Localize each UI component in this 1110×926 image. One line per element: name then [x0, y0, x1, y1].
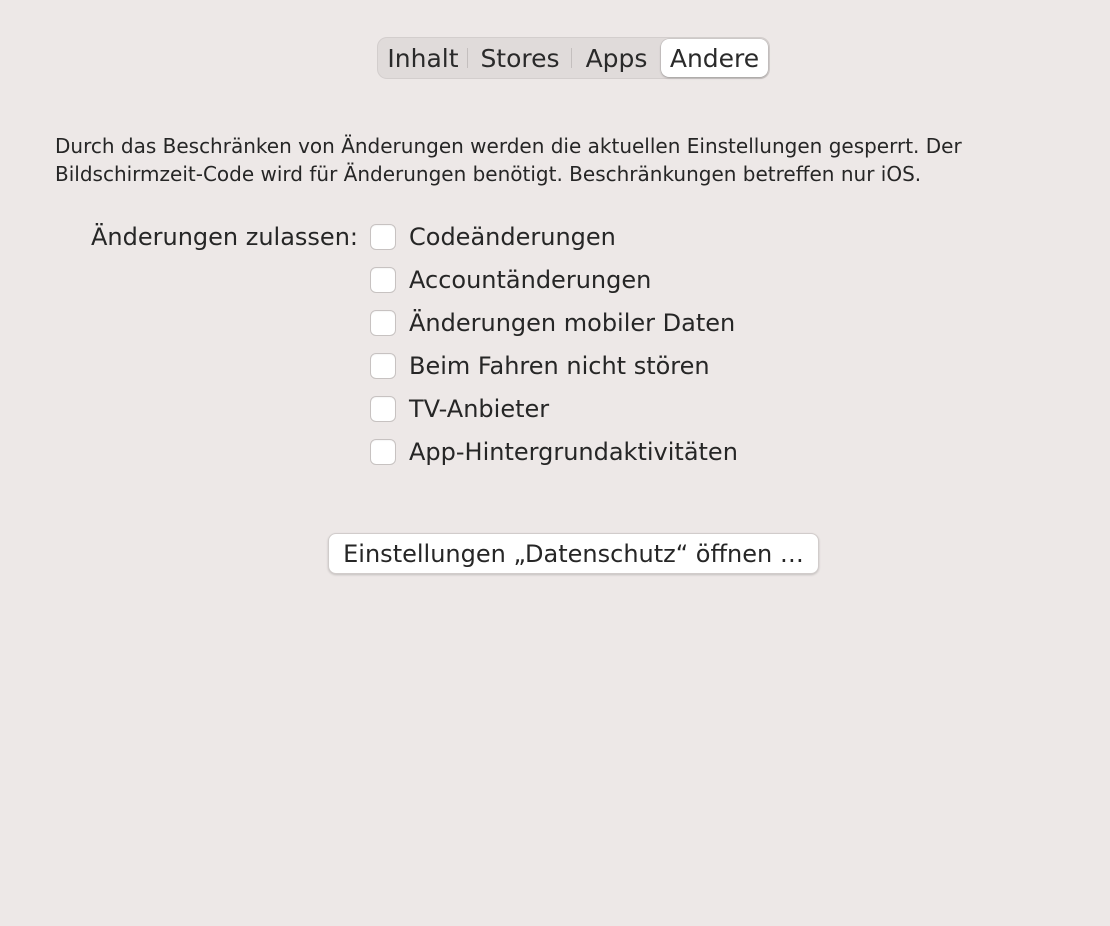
- tab-inhalt[interactable]: [378, 38, 468, 78]
- code-changes-label: Codeänderungen: [409, 223, 616, 251]
- category-segmented-control: [377, 37, 770, 79]
- option-driving-focus[interactable]: [370, 350, 710, 382]
- mobile-data-changes-label: Änderungen mobiler Daten: [409, 309, 736, 337]
- background-app-activity-label: App-Hintergrundaktivitäten: [409, 438, 738, 466]
- option-account-changes[interactable]: [370, 264, 651, 296]
- option-code-changes[interactable]: [370, 221, 616, 253]
- tab-apps[interactable]: [572, 38, 661, 78]
- tab-stores[interactable]: [468, 38, 572, 78]
- tab-stores-label: Stores: [480, 43, 560, 73]
- mobile-data-changes-checkbox[interactable]: [370, 310, 396, 336]
- tv-provider-checkbox[interactable]: [370, 396, 396, 422]
- option-mobile-data-changes[interactable]: [370, 307, 735, 339]
- tab-apps-label: Apps: [585, 43, 648, 73]
- tab-inhalt-label: Inhalt: [387, 43, 459, 73]
- account-changes-label: Accountänderungen: [409, 266, 652, 294]
- tab-andere-label: Andere: [669, 43, 760, 73]
- background-app-activity-checkbox[interactable]: [370, 439, 396, 465]
- driving-focus-checkbox[interactable]: [370, 353, 396, 379]
- account-changes-checkbox[interactable]: [370, 267, 396, 293]
- code-changes-checkbox[interactable]: [370, 224, 396, 250]
- driving-focus-label: Beim Fahren nicht stören: [409, 352, 710, 380]
- tv-provider-label: TV-Anbieter: [409, 395, 550, 423]
- tab-andere[interactable]: [661, 39, 768, 77]
- allow-changes-label: Änderungen zulassen:: [90, 223, 358, 251]
- option-tv-provider[interactable]: [370, 393, 549, 425]
- restrictions-description: Durch das Beschränken von Änderungen werden die aktuellen Einstellungen gesperrt. Der Bildschirmzeit-Code wird für Änderungen benötigt. Beschränkungen betreffen nur iOS.: [55, 134, 962, 186]
- open-privacy-settings-button[interactable]: Einstellungen „Datenschutz“ öffnen …: [328, 533, 819, 574]
- option-background-app-activity[interactable]: [370, 436, 738, 468]
